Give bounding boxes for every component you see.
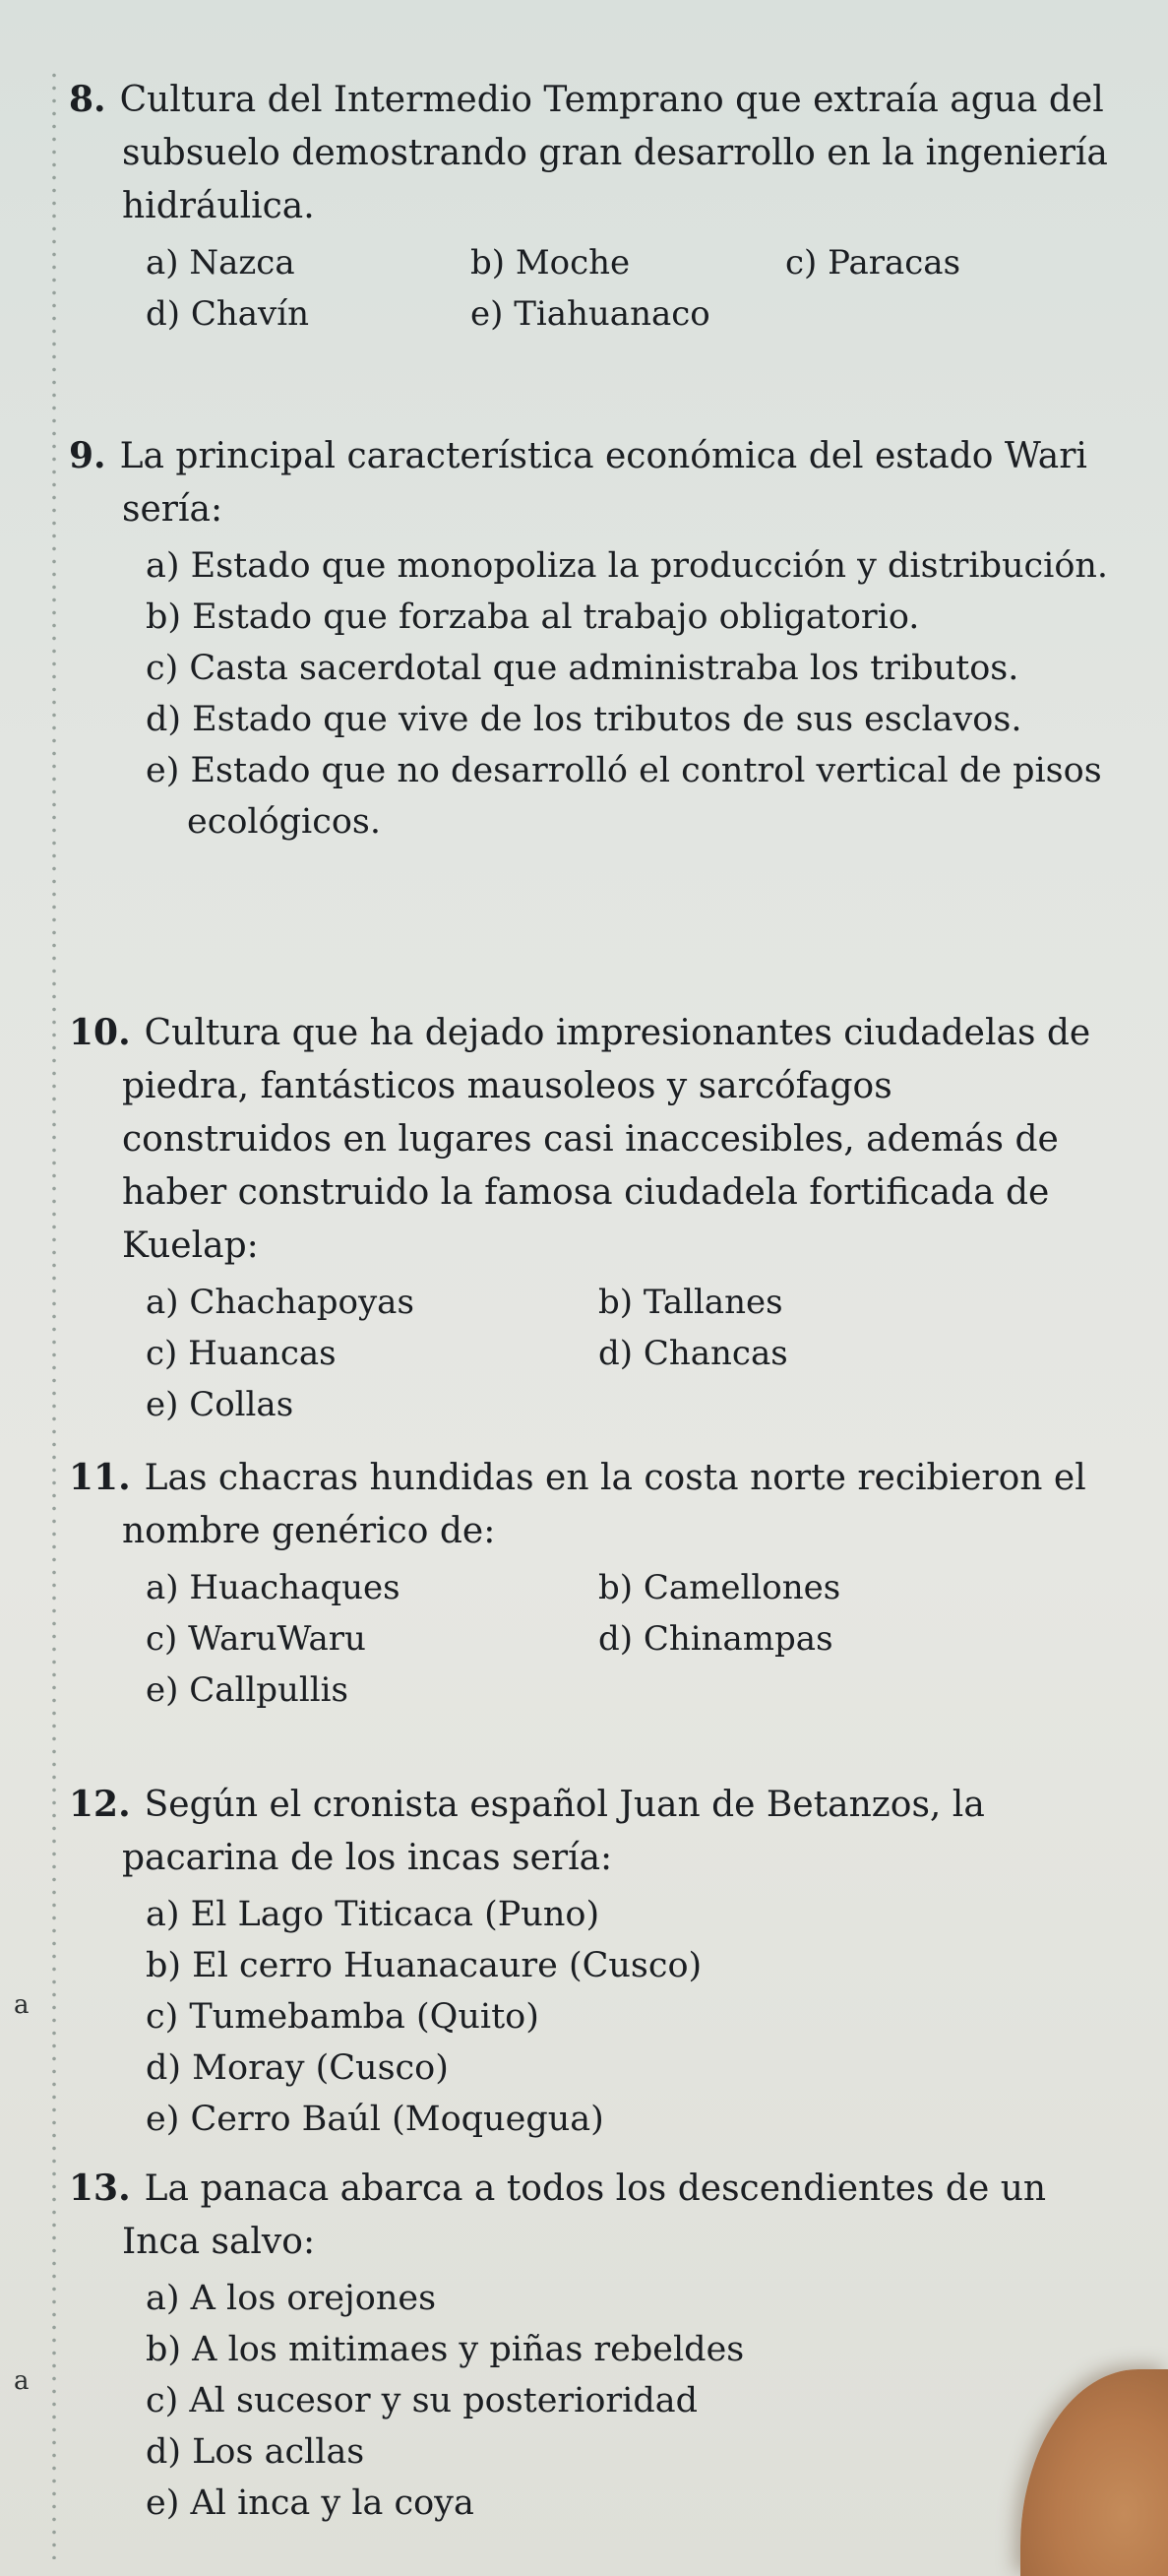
option-d[interactable]: d) Estado que vive de los tributos de sus esclavos. <box>146 700 1022 739</box>
question-body: La panaca abarca a todos los descendientes de un Inca salvo: <box>122 2168 1047 2262</box>
question-text <box>69 1778 1112 1885</box>
option-c[interactable]: c) Tumebamba (Quito) <box>146 1997 539 2037</box>
question-number: 11. <box>69 1457 131 1498</box>
question-text <box>69 429 1112 536</box>
option-c[interactable]: c) Al sucesor y su posterioridad <box>146 2381 699 2420</box>
option-d[interactable]: d) Chavín <box>146 294 309 334</box>
option-e[interactable]: e) Collas <box>146 1385 294 1424</box>
margin-mark: a <box>14 2366 30 2396</box>
question-number: 8. <box>69 79 106 120</box>
margin-mark: a <box>14 1990 30 2020</box>
option-e[interactable]: e) Tiahuanaco <box>470 294 710 334</box>
option-c[interactable]: c) Casta sacerdotal que administraba los tributos. <box>146 649 1019 688</box>
question-9 <box>69 429 1112 848</box>
option-c[interactable]: c) Huancas <box>146 1334 337 1373</box>
option-b[interactable]: b) El cerro Huanacaure (Cusco) <box>146 1946 703 1985</box>
option-c[interactable]: c) Paracas <box>785 243 961 283</box>
options <box>69 1562 1112 1716</box>
option-e[interactable]: e) Callpullis <box>146 1670 348 1710</box>
question-10 <box>69 1006 1112 1430</box>
question-11 <box>69 1451 1112 1716</box>
question-text <box>69 2162 1112 2269</box>
question-number: 9. <box>69 435 106 476</box>
binding-dots <box>51 69 57 2559</box>
option-b[interactable]: b) Estado que forzaba al trabajo obligatorio. <box>146 597 920 637</box>
options <box>69 237 1112 340</box>
option-a[interactable]: a) Estado que monopoliza la producción y distribución. <box>146 546 1109 586</box>
question-8 <box>69 73 1112 340</box>
option-d[interactable]: d) Chinampas <box>598 1619 833 1659</box>
question-number: 10. <box>69 1012 131 1053</box>
option-c[interactable]: c) WaruWaru <box>146 1619 366 1659</box>
question-body: Cultura del Intermedio Temprano que extraía agua del subsuelo demostrando gran desarrollo en la ingeniería hidráulica. <box>119 80 1108 226</box>
options <box>69 1889 1112 2145</box>
question-number: 12. <box>69 1784 131 1825</box>
option-b[interactable]: b) Camellones <box>598 1568 841 1607</box>
option-a[interactable]: a) El Lago Titicaca (Puno) <box>146 1895 600 1934</box>
question-text <box>69 73 1112 233</box>
option-e[interactable]: e) Cerro Baúl (Moquegua) <box>146 2100 604 2139</box>
option-e[interactable]: e) Estado que no desarrolló el control vertical de pisos ecológicos. <box>146 751 1102 842</box>
option-a[interactable]: a) Nazca <box>146 243 295 283</box>
option-b[interactable]: b) Tallanes <box>598 1283 783 1322</box>
question-number: 13. <box>69 2168 131 2209</box>
options <box>69 2273 1112 2529</box>
option-d[interactable]: d) Chancas <box>598 1334 788 1373</box>
option-b[interactable]: b) A los mitimaes y piñas rebeldes <box>146 2330 745 2369</box>
question-body: Cultura que ha dejado impresionantes ciudadelas de piedra, fantásticos mausoleos y sarcófagos construidos en lugares casi inaccesibles, además de haber construido la famosa ciudadela fortificada de Kuelap: <box>122 1013 1091 1266</box>
option-d[interactable]: d) Los acllas <box>146 2432 365 2472</box>
question-body: Las chacras hundidas en la costa norte recibieron el nombre genérico de: <box>122 1458 1086 1551</box>
option-a[interactable]: a) Huachaques <box>146 1568 400 1607</box>
question-body: Según el cronista español Juan de Betanzos, la pacarina de los incas sería: <box>122 1785 985 1878</box>
options <box>69 1277 1112 1430</box>
option-e[interactable]: e) Al inca y la coya <box>146 2483 474 2523</box>
option-b[interactable]: b) Moche <box>470 243 631 283</box>
question-text <box>69 1006 1112 1273</box>
question-13 <box>69 2162 1112 2529</box>
option-a[interactable]: a) A los orejones <box>146 2279 437 2318</box>
options <box>69 540 1112 848</box>
option-d[interactable]: d) Moray (Cusco) <box>146 2048 449 2088</box>
option-a[interactable]: a) Chachapoyas <box>146 1283 414 1322</box>
question-text <box>69 1451 1112 1558</box>
question-body: La principal característica económica del estado Wari sería: <box>119 436 1087 530</box>
question-12 <box>69 1778 1112 2145</box>
